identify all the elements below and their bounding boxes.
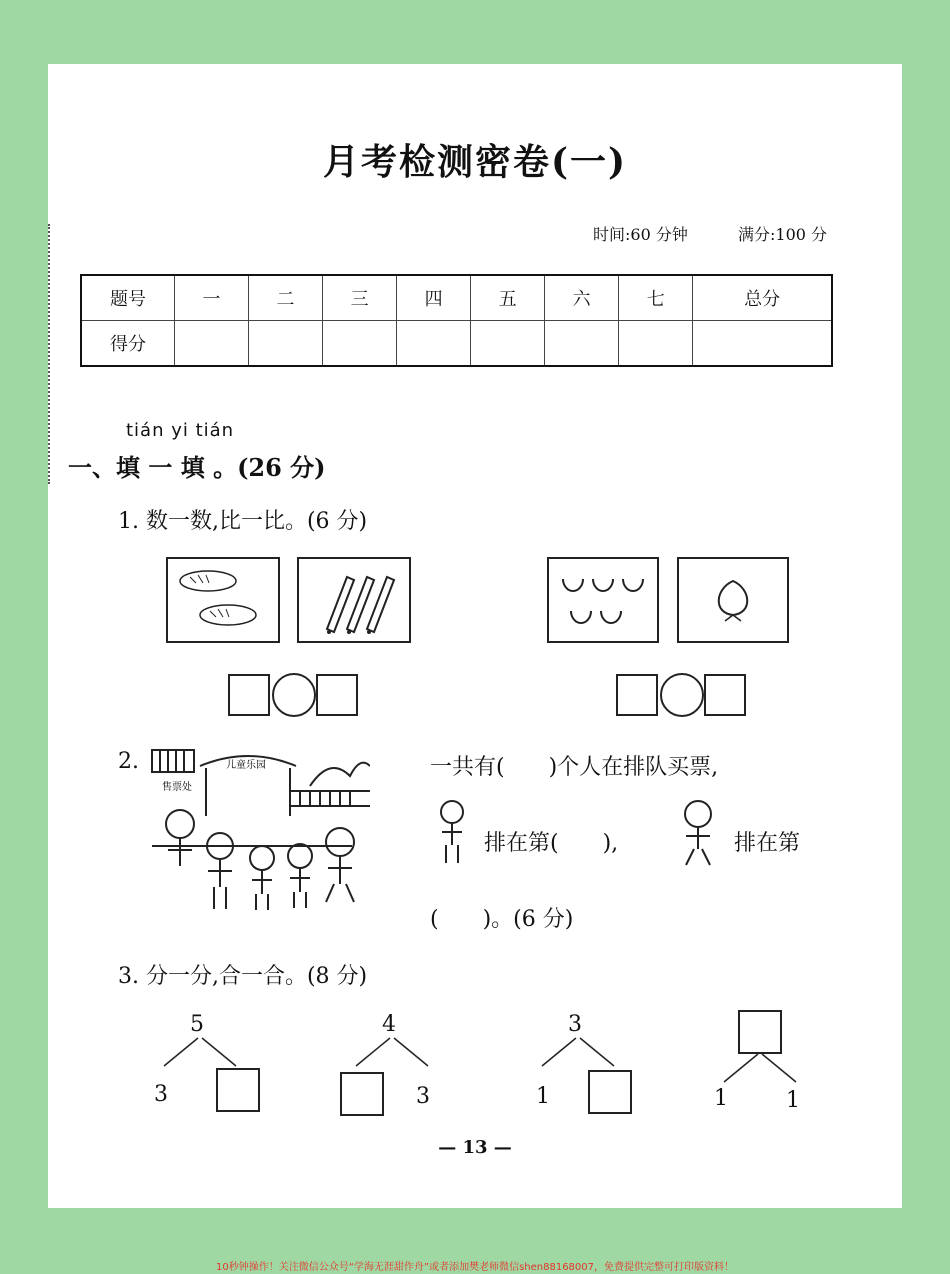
- question-2-line-1: 一共有( )个人在排队买票,: [430, 755, 719, 780]
- pencils-picture: [297, 557, 411, 643]
- page-title: 月考检测密卷(一): [322, 141, 628, 183]
- tree-2-answer-box[interactable]: [340, 1072, 384, 1116]
- table-cell: 六: [545, 275, 619, 321]
- question-1-text: 1. 数一数,比一比。(6 分): [118, 509, 368, 534]
- tree-1-branches: [160, 1036, 240, 1068]
- section-heading: 一、填 一 填 。(26 分): [68, 453, 326, 482]
- tree-2-right-number: 3: [416, 1084, 430, 1109]
- tree-3-top-number: 3: [568, 1012, 582, 1037]
- tree-4-branches: [720, 1052, 800, 1084]
- score-input-cell[interactable]: [545, 321, 619, 367]
- compare-circle[interactable]: [660, 673, 704, 717]
- tree-1-left-number: 3: [154, 1082, 168, 1107]
- table-cell: 得分: [81, 321, 175, 367]
- ticket-office-sign: 售票处: [162, 782, 192, 793]
- score-input-cell[interactable]: [397, 321, 471, 367]
- compare-box-left[interactable]: [228, 674, 270, 716]
- peaches-group-picture: [547, 557, 659, 643]
- tree-3-branches: [538, 1036, 618, 1068]
- tree-2-branches: [352, 1036, 432, 1068]
- single-peach-picture: [677, 557, 789, 643]
- tree-2-top-number: 4: [382, 1012, 396, 1037]
- peach-icon: [679, 559, 787, 641]
- tree-1-top-number: 5: [190, 1012, 204, 1037]
- full-score-info: 满分:100 分: [738, 225, 828, 244]
- tree-4-right-number: 1: [786, 1088, 800, 1113]
- margin-dotted-line: [48, 224, 52, 484]
- question-2-line-3: ( )。(6 分): [430, 907, 574, 932]
- table-cell: 一: [175, 275, 249, 321]
- table-cell: 五: [471, 275, 545, 321]
- tree-1-answer-box[interactable]: [216, 1068, 260, 1112]
- section-pinyin: tián yi tián: [126, 420, 235, 441]
- tree-3-answer-box[interactable]: [588, 1070, 632, 1114]
- question-2-line-2b: 排在第: [734, 831, 801, 856]
- compare-circle[interactable]: [272, 673, 316, 717]
- queue-children-icon: [140, 746, 370, 918]
- score-table-header-row: [81, 275, 832, 321]
- score-input-cell[interactable]: [175, 321, 249, 367]
- tree-4-answer-box[interactable]: [738, 1010, 782, 1054]
- peaches-icon: [549, 559, 657, 641]
- pencils-icon: [299, 559, 409, 641]
- score-input-cell[interactable]: [471, 321, 545, 367]
- question-2-number: 2.: [118, 749, 139, 774]
- table-cell: 二: [249, 275, 323, 321]
- shoes-icon: [168, 559, 278, 641]
- compare-box-left[interactable]: [616, 674, 658, 716]
- table-cell: 三: [323, 275, 397, 321]
- question-2-line-2a: 排在第( ),: [484, 831, 619, 856]
- question-3-text: 3. 分一分,合一合。(8 分): [118, 964, 368, 989]
- table-cell: 总分: [693, 275, 832, 321]
- page-number: — 13 —: [438, 1137, 512, 1158]
- park-gate-sign: 儿童乐园: [226, 760, 266, 771]
- compare-box-right[interactable]: [704, 674, 746, 716]
- ticket-queue-illustration: [140, 746, 370, 918]
- table-cell: 七: [619, 275, 693, 321]
- tree-3-left-number: 1: [536, 1084, 550, 1109]
- running-boy-icon: [672, 798, 722, 872]
- tree-4-left-number: 1: [714, 1086, 728, 1111]
- score-table: [80, 274, 833, 367]
- exam-paper: [48, 64, 902, 1208]
- table-cell: 四: [397, 275, 471, 321]
- compare-box-right[interactable]: [316, 674, 358, 716]
- shoes-picture: [166, 557, 280, 643]
- score-input-cell[interactable]: [323, 321, 397, 367]
- score-input-cell[interactable]: [249, 321, 323, 367]
- girl-icon: [432, 798, 472, 868]
- table-cell: 题号: [81, 275, 175, 321]
- promo-banner: 10秒钟操作！关注微信公众号“学海无涯甜作舟”或者添加樊老师微信shen88168007，免费提供完整可打印版资料！: [215, 1262, 735, 1273]
- score-input-cell[interactable]: [619, 321, 693, 367]
- time-info: 时间:60 分钟: [593, 225, 688, 244]
- score-table-score-row: [81, 321, 832, 367]
- score-input-cell[interactable]: [693, 321, 832, 367]
